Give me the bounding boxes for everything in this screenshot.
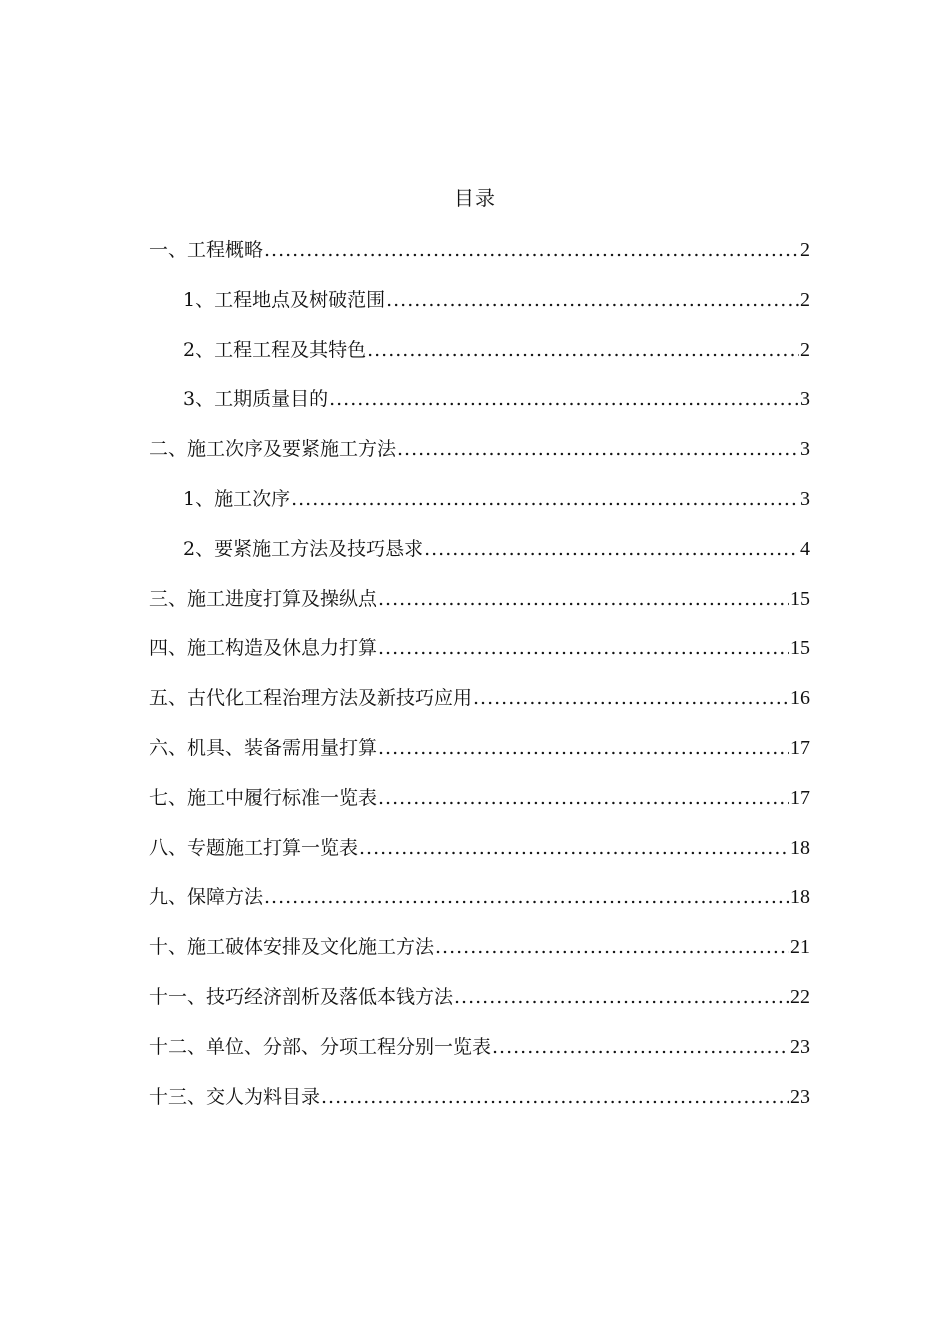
toc-entry[interactable] [149,581,810,631]
toc-entry-page-number: 4 [800,537,810,560]
toc-dot-leader [378,780,789,816]
toc-entry-page-number: 3 [800,438,810,461]
toc-entry[interactable] [149,431,810,481]
toc-entry-label: 四、施工构造及休息力打算 [149,637,378,660]
toc-entry-page-number: 2 [800,288,810,311]
toc-entry[interactable] [149,979,810,1029]
toc-entry[interactable] [149,232,810,282]
toc-dot-leader [264,879,789,915]
toc-entry-label: 十、施工破体安排及文化施工方法 [149,936,435,959]
toc-entry[interactable] [149,730,810,780]
toc-entry-label: 十一、技巧经济剖析及落低本钱方法 [149,985,454,1008]
toc-dot-leader [378,730,789,766]
toc-entry-page-number: 18 [790,886,810,909]
toc-entry-page-number: 23 [790,1085,810,1108]
toc-entry[interactable] [149,780,810,830]
toc-entry-label: 三、施工进度打算及操纵点 [149,587,378,610]
toc-dot-leader [367,332,799,368]
toc-entry[interactable] [149,481,810,531]
toc-dot-leader [264,232,799,268]
toc-dot-leader [386,282,799,318]
toc-entry-label: 九、保障方法 [149,886,264,909]
toc-dot-leader [291,481,799,517]
toc-entry[interactable] [149,282,810,332]
toc-entry[interactable] [149,531,810,581]
toc-dot-leader [378,581,789,617]
toc-entry-page-number: 16 [790,687,810,710]
toc-entry[interactable] [149,929,810,979]
toc-title: 目录 [454,186,496,210]
toc-entry-page-number: 23 [790,1035,810,1058]
toc-entry-label: 八、专题施工打算一览表 [149,836,359,859]
toc-dot-leader [435,929,789,965]
toc-entry[interactable] [149,680,810,730]
toc-entry-label: 一、工程概略 [149,239,264,261]
toc-entry-label: 2、工程工程及其特色 [183,338,367,361]
toc-entry-label: 十二、单位、分部、分项工程分别一览表 [149,1035,492,1058]
toc-dot-leader [329,381,799,417]
toc-entry-label: 六、机具、装备需用量打算 [149,736,378,759]
toc-entry[interactable] [149,830,810,880]
toc-entry-page-number: 17 [790,786,810,809]
toc-entry[interactable] [149,332,810,382]
toc-entry-label: 3、工期质量目的 [183,388,329,411]
toc-entry-page-number: 21 [790,936,810,959]
toc-entry-page-number: 17 [790,736,810,759]
toc-entry-page-number: 2 [800,338,810,361]
toc-entry-page-number: 22 [790,985,810,1008]
toc-entry-page-number: 2 [800,239,810,261]
toc-entry-label: 1、工程地点及树破范围 [183,288,386,311]
toc-dot-leader [378,630,789,666]
toc-entry-label: 七、施工中履行标准一览表 [149,786,378,809]
table-of-contents [149,232,810,1128]
toc-entry-page-number: 15 [790,637,810,660]
toc-dot-leader [397,431,799,467]
toc-entry[interactable] [149,1029,810,1079]
toc-entry[interactable] [149,879,810,929]
toc-dot-leader [321,1079,789,1115]
toc-entry-label: 1、施工次序 [183,487,291,510]
toc-entry-page-number: 3 [800,388,810,411]
toc-dot-leader [424,531,799,567]
toc-entry[interactable] [149,1079,810,1129]
toc-dot-leader [492,1029,789,1065]
toc-dot-leader [473,680,789,716]
toc-entry[interactable] [149,630,810,680]
toc-entry[interactable] [149,381,810,431]
toc-entry-page-number: 15 [790,587,810,610]
toc-entry-page-number: 3 [800,487,810,510]
toc-entry-page-number: 18 [790,836,810,859]
toc-dot-leader [359,830,789,866]
toc-entry-label: 五、古代化工程治理方法及新技巧应用 [149,687,473,710]
toc-entry-label: 2、要紧施工方法及技巧恳求 [183,537,424,560]
toc-dot-leader [454,979,789,1015]
toc-entry-label: 十三、交人为料目录 [149,1085,321,1108]
toc-entry-label: 二、施工次序及要紧施工方法 [149,438,397,461]
